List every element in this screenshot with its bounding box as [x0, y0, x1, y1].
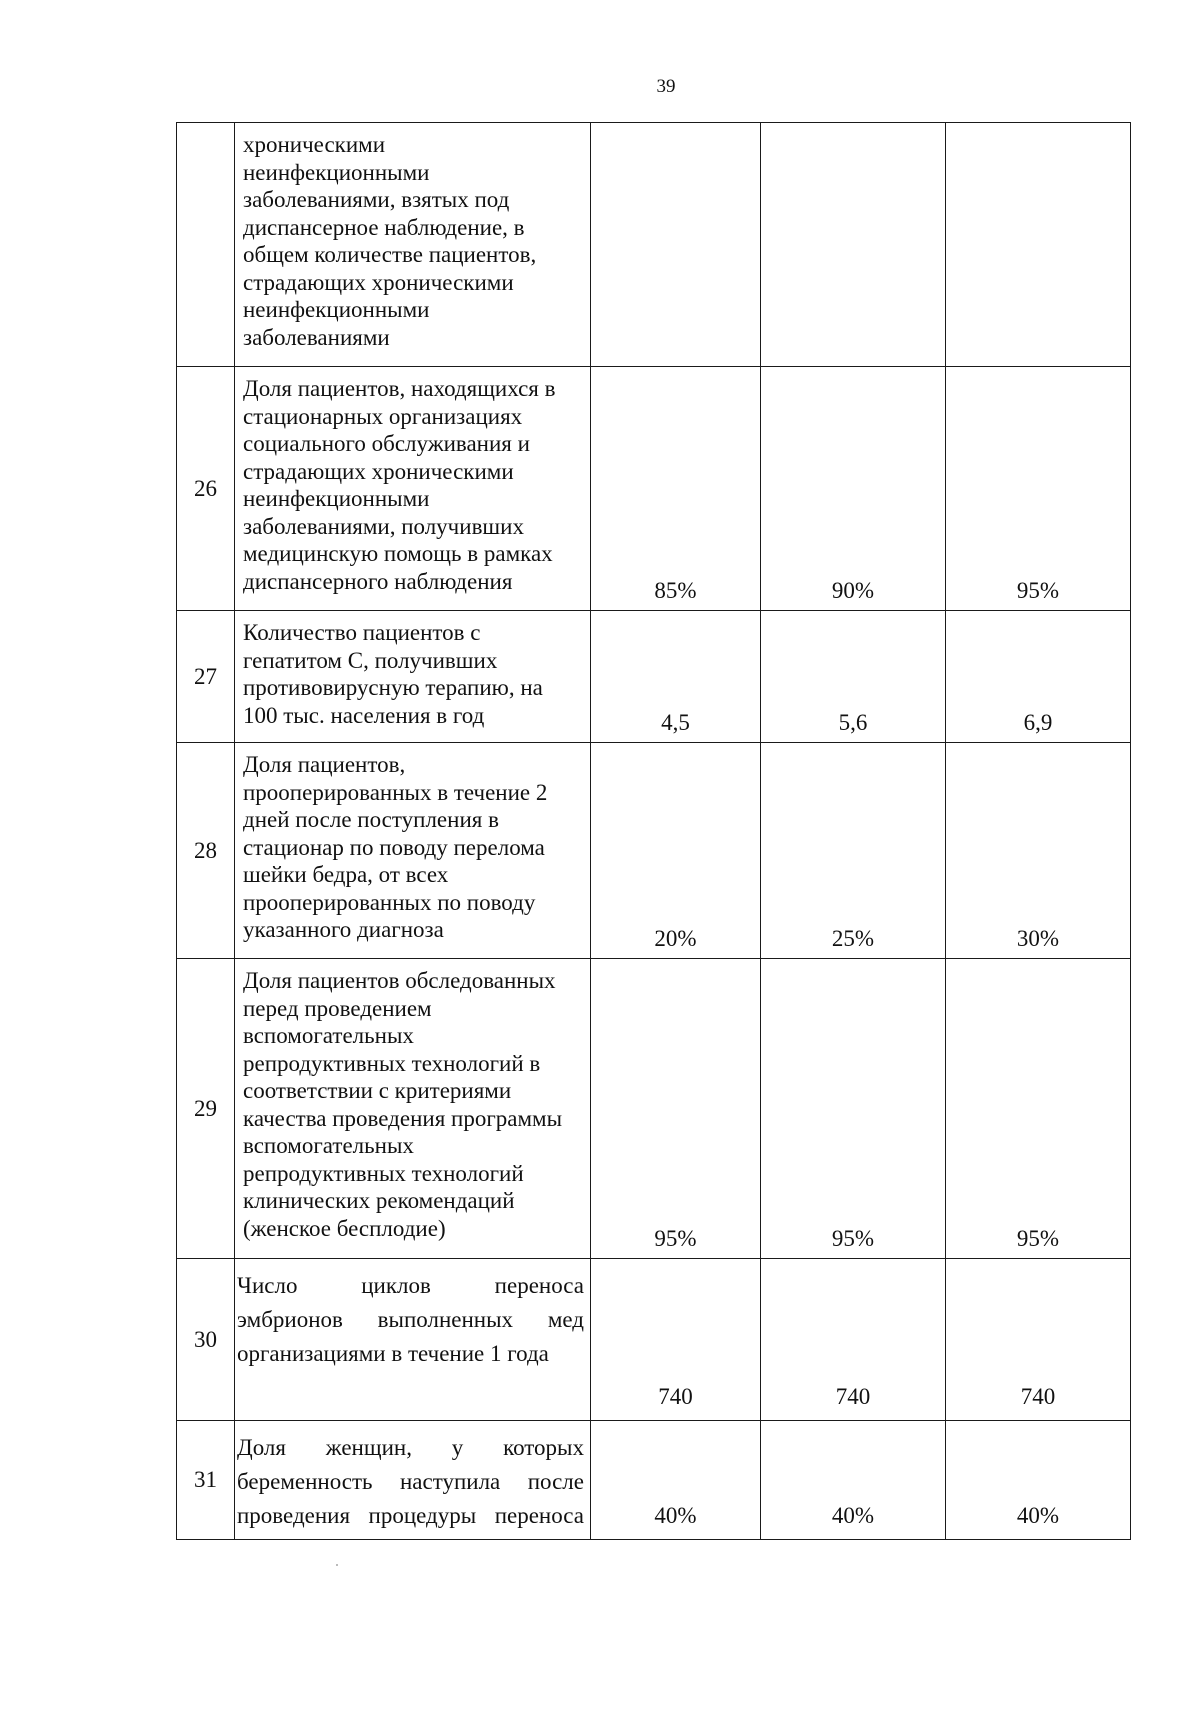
description-line: (женское бесплодие): [243, 1215, 446, 1241]
value-cell: 95%: [946, 367, 1131, 611]
description-line: Доля пациентов обследованных: [243, 968, 556, 993]
description-line: гепатитом С, получивших: [243, 647, 498, 673]
description-line: перед проведением: [243, 995, 432, 1021]
indicator-description: [235, 123, 591, 367]
description-line: Доля женщин, у которых: [237, 1435, 584, 1460]
value-cell: 5,6: [761, 611, 946, 743]
description-line: страдающих хроническими: [243, 269, 514, 295]
row-number: 29: [177, 959, 235, 1259]
indicators-table: [176, 122, 1131, 1540]
description-line: клинических рекомендаций: [243, 1188, 515, 1213]
value-cell: 4,5: [591, 611, 761, 743]
row-number: 26: [177, 367, 235, 611]
description-line: репродуктивных технологий: [243, 1160, 524, 1186]
row-number: 28: [177, 743, 235, 959]
description-line: Число циклов переноса: [237, 1273, 584, 1298]
value-cell: [946, 123, 1131, 367]
description-line: медицинскую помощь в рамках: [243, 541, 553, 566]
description-line: диспансерного наблюдения: [243, 568, 513, 594]
description-line: Количество пациентов с: [243, 620, 481, 645]
description-line: неинфекционными: [243, 159, 430, 185]
value-cell: 40%: [591, 1421, 761, 1540]
indicator-description: [235, 959, 591, 1259]
description-line: прооперированных в течение 2: [243, 779, 548, 805]
indicator-description: [235, 1259, 591, 1421]
value-cell: 40%: [761, 1421, 946, 1540]
description-line: неинфекционными: [243, 486, 430, 511]
description-line: Доля пациентов,: [243, 752, 406, 777]
value-cell: 30%: [946, 743, 1131, 959]
value-cell: 740: [591, 1259, 761, 1421]
row-number: 27: [177, 611, 235, 743]
description-line: общем количестве пациентов,: [243, 242, 537, 267]
description-line: вспомогательных: [243, 1133, 414, 1158]
table-row: [177, 367, 1131, 611]
description-line: хроническими: [243, 132, 386, 157]
description-line: шейки бедра, от всех: [243, 862, 449, 887]
description-line: прооперированных по поводу: [243, 889, 536, 915]
description-line: беременность наступила после: [237, 1469, 584, 1494]
description-line: заболеваниями, взятых под: [243, 187, 510, 212]
value-cell: 740: [946, 1259, 1131, 1421]
value-cell: [591, 123, 761, 367]
description-line: противовирусную терапию, на: [243, 675, 543, 700]
indicator-description: [235, 367, 591, 611]
description-line: соответствии с критериями: [243, 1078, 512, 1103]
description-line: неинфекционными: [243, 297, 430, 322]
description-line: эмбрионов выполненных мед: [237, 1307, 584, 1332]
value-cell: 95%: [761, 959, 946, 1259]
value-cell: 90%: [761, 367, 946, 611]
indicator-description: [235, 611, 591, 743]
description-line: качества проведения программы: [243, 1105, 563, 1131]
description-line: организациями в течение 1 года: [237, 1341, 549, 1366]
row-number: [177, 123, 235, 367]
page-number: 39: [656, 76, 676, 97]
description-line: заболеваниями, получивших: [243, 513, 524, 539]
row-number: 31: [177, 1421, 235, 1540]
description-line: стационар по поводу перелома: [243, 834, 545, 860]
table-row: [177, 959, 1131, 1259]
value-cell: 95%: [946, 959, 1131, 1259]
value-cell: 6,9: [946, 611, 1131, 743]
scan-speck: [336, 1564, 338, 1566]
table-row: [177, 743, 1131, 959]
description-line: проведения процедуры переноса: [237, 1503, 584, 1528]
description-line: репродуктивных технологий в: [243, 1050, 541, 1076]
description-line: социального обслуживания и: [243, 431, 530, 456]
description-line: Доля пациентов, находящихся в: [243, 376, 556, 401]
description-line: дней после поступления в: [243, 807, 499, 832]
value-cell: 40%: [946, 1421, 1131, 1540]
row-number: 30: [177, 1259, 235, 1421]
description-line: 100 тыс. населения в год: [243, 702, 485, 728]
value-cell: 740: [761, 1259, 946, 1421]
description-line: стационарных организациях: [243, 403, 523, 429]
description-line: вспомогательных: [243, 1023, 414, 1048]
table-row: [177, 611, 1131, 743]
value-cell: 25%: [761, 743, 946, 959]
indicator-description: [235, 1421, 591, 1540]
description-line: указанного диагноза: [243, 917, 444, 942]
value-cell: 20%: [591, 743, 761, 959]
table-row: [177, 1421, 1131, 1540]
value-cell: 85%: [591, 367, 761, 611]
table-row: [177, 1259, 1131, 1421]
table-row: [177, 123, 1131, 367]
indicator-description: [235, 743, 591, 959]
description-line: заболеваниями: [243, 324, 390, 350]
value-cell: 95%: [591, 959, 761, 1259]
description-line: диспансерное наблюдение, в: [243, 214, 525, 240]
value-cell: [761, 123, 946, 367]
description-line: страдающих хроническими: [243, 458, 514, 484]
